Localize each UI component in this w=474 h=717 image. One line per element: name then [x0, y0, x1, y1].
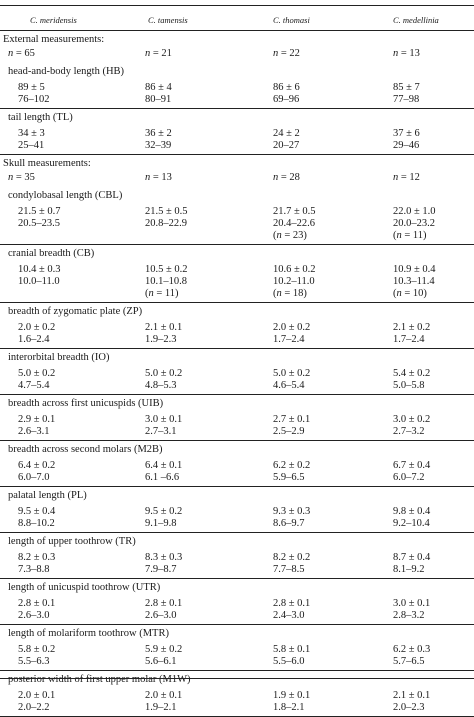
cell-range: 8.6–9.7: [273, 518, 305, 529]
cell-range: 4.7–5.4: [18, 380, 50, 391]
cell-mean-sd: 2.8 ± 0.1: [18, 598, 56, 609]
row-divider: [0, 154, 474, 155]
cell-mean-sd: 9.5 ± 0.2: [145, 506, 183, 517]
header-bottom-rule: [0, 30, 474, 31]
cell-mean-sd: 8.2 ± 0.3: [18, 552, 56, 563]
cell-mean-sd: 2.8 ± 0.1: [273, 598, 311, 609]
cell-range: 1.6–2.4: [18, 334, 50, 345]
cell-mean-sd: 36 ± 2: [145, 128, 172, 139]
cell-range: 77–98: [393, 94, 420, 105]
measurement-label: head-and-body length (HB): [8, 66, 125, 77]
cell-mean-sd: 2.9 ± 0.1: [18, 414, 56, 425]
cell-mean-sd: 8.3 ± 0.3: [145, 552, 183, 563]
cell-mean-sd: 85 ± 7: [393, 82, 420, 93]
cell-mean-sd: 24 ± 2: [273, 128, 300, 139]
cell-range: 6.0–7.2: [393, 472, 425, 483]
cell-range: 25–41: [18, 140, 45, 151]
cell-mean-sd: 10.5 ± 0.2: [145, 264, 188, 275]
table-bottom-rule: [0, 678, 474, 679]
cell-range: 69–96: [273, 94, 300, 105]
cell-mean-sd: 2.0 ± 0.2: [18, 322, 56, 333]
cell-mean-sd: 3.0 ± 0.1: [393, 598, 431, 609]
cell-mean-sd: 5.0 ± 0.2: [145, 368, 183, 379]
cell-mean-sd: 6.2 ± 0.2: [273, 460, 311, 471]
column-header: C. tamensis: [148, 15, 188, 25]
cell-range: 20.5–23.5: [18, 218, 60, 229]
row-divider: [0, 348, 474, 349]
cell-mean-sd: 6.7 ± 0.4: [393, 460, 431, 471]
cell-range: 4.8–5.3: [145, 380, 177, 391]
cell-mean-sd: 21.7 ± 0.5: [273, 206, 316, 217]
cell-range: 29–46: [393, 140, 420, 151]
cell-mean-sd: 21.5 ± 0.7: [18, 206, 61, 217]
cell-mean-sd: 5.4 ± 0.2: [393, 368, 431, 379]
cell-range: 5.7–6.5: [393, 656, 425, 667]
row-divider: [0, 108, 474, 109]
cell-range: 5.5–6.0: [273, 656, 305, 667]
sample-size: n = 22: [273, 48, 300, 59]
cell-range: 80–91: [145, 94, 172, 105]
row-divider: [0, 532, 474, 533]
sample-size: n = 13: [393, 48, 420, 59]
cell-mean-sd: 6.2 ± 0.3: [393, 644, 431, 655]
cell-range: 20.4–22.6: [273, 218, 315, 229]
cell-range: 6.1 –6.6: [145, 472, 180, 483]
cell-mean-sd: 5.0 ± 0.2: [18, 368, 56, 379]
cell-mean-sd: 10.6 ± 0.2: [273, 264, 316, 275]
measurement-label: length of unicuspid toothrow (UTR): [8, 582, 161, 593]
row-divider: [0, 578, 474, 579]
cell-mean-sd: 34 ± 3: [18, 128, 45, 139]
cell-range: 8.1–9.2: [393, 564, 425, 575]
cell-range: 7.9–8.7: [145, 564, 177, 575]
cell-range: 7.3–8.8: [18, 564, 50, 575]
cell-range: 20.8–22.9: [145, 218, 187, 229]
row-divider: [0, 244, 474, 245]
cell-range: 2.5–2.9: [273, 426, 305, 437]
measurement-label: interorbital breadth (IO): [8, 352, 110, 363]
cell-mean-sd: 6.4 ± 0.2: [18, 460, 56, 471]
cell-range: 7.7–8.5: [273, 564, 305, 575]
cell-mean-sd: 3.0 ± 0.2: [393, 414, 431, 425]
measurement-label: condylobasal length (CBL): [8, 190, 123, 201]
cell-mean-sd: 21.5 ± 0.5: [145, 206, 188, 217]
sample-size: n = 65: [8, 48, 35, 59]
sample-size: n = 21: [145, 48, 172, 59]
section-title: External measurements:: [3, 34, 105, 45]
cell-mean-sd: 2.7 ± 0.1: [273, 414, 311, 425]
cell-range: 2.0–2.2: [18, 702, 50, 713]
row-divider: [0, 394, 474, 395]
column-header: C. meridensis: [30, 15, 77, 25]
cell-mean-sd: 2.8 ± 0.1: [145, 598, 183, 609]
section-title: Skull measurements:: [3, 158, 91, 169]
measurement-label: breadth of zygomatic plate (ZP): [8, 306, 143, 317]
column-header: C. thomasi: [273, 15, 310, 25]
cell-mean-sd: 2.0 ± 0.2: [273, 322, 311, 333]
sample-size: n = 13: [145, 172, 172, 183]
cell-mean-sd: 8.7 ± 0.4: [393, 552, 431, 563]
cell-range: 6.0–7.0: [18, 472, 50, 483]
measurement-label: length of molariform toothrow (MTR): [8, 628, 169, 639]
measurement-label: breadth across second molars (M2B): [8, 444, 163, 455]
row-divider: [0, 440, 474, 441]
cell-sample-size: (n = 18): [273, 288, 307, 299]
measurement-label: cranial breadth (CB): [8, 248, 95, 259]
cell-mean-sd: 2.1 ± 0.1: [145, 322, 183, 333]
measurement-label: tail length (TL): [8, 112, 73, 123]
cell-mean-sd: 86 ± 6: [273, 82, 300, 93]
row-divider: [0, 486, 474, 487]
cell-mean-sd: 5.0 ± 0.2: [273, 368, 311, 379]
cell-mean-sd: 9.5 ± 0.4: [18, 506, 56, 517]
cell-range: 32–39: [145, 140, 172, 151]
cell-mean-sd: 5.9 ± 0.2: [145, 644, 183, 655]
cell-range: 5.9–6.5: [273, 472, 305, 483]
cell-mean-sd: 1.9 ± 0.1: [273, 690, 311, 701]
cell-range: 10.2–11.0: [273, 276, 315, 287]
cell-range: 2.0–2.3: [393, 702, 425, 713]
cell-range: 10.0–11.0: [18, 276, 60, 287]
cell-sample-size: (n = 11): [393, 230, 427, 241]
cell-range: 10.1–10.8: [145, 276, 187, 287]
measurement-label: palatal length (PL): [8, 490, 87, 501]
cell-range: 1.9–2.3: [145, 334, 177, 345]
cell-range: 1.8–2.1: [273, 702, 305, 713]
cell-mean-sd: 9.3 ± 0.3: [273, 506, 311, 517]
cell-range: 8.8–10.2: [18, 518, 55, 529]
cell-range: 4.6–5.4: [273, 380, 305, 391]
row-divider: [0, 670, 474, 671]
cell-mean-sd: 5.8 ± 0.2: [18, 644, 56, 655]
cell-range: 5.5–6.3: [18, 656, 50, 667]
cell-mean-sd: 22.0 ± 1.0: [393, 206, 436, 217]
cell-mean-sd: 37 ± 6: [393, 128, 420, 139]
measurement-label: posterior width of first upper molar (M1W): [8, 674, 191, 685]
cell-range: 2.6–3.0: [145, 610, 177, 621]
measurement-label: breadth across first unicuspids (UIB): [8, 398, 164, 409]
sample-size: n = 12: [393, 172, 420, 183]
row-divider: [0, 302, 474, 303]
row-divider: [0, 624, 474, 625]
cell-mean-sd: 5.8 ± 0.1: [273, 644, 311, 655]
cell-range: 2.7–3.2: [393, 426, 425, 437]
cell-range: 20.0–23.2: [393, 218, 435, 229]
cell-sample-size: (n = 23): [273, 230, 307, 241]
cell-range: 20–27: [273, 140, 300, 151]
cell-range: 1.9–2.1: [145, 702, 177, 713]
column-header: C. medellinia: [393, 15, 439, 25]
table-top-rule: [0, 5, 474, 6]
cell-mean-sd: 2.0 ± 0.1: [145, 690, 183, 701]
cell-mean-sd: 3.0 ± 0.1: [145, 414, 183, 425]
measurement-label: length of upper toothrow (TR): [8, 536, 136, 547]
cell-range: 1.7–2.4: [393, 334, 425, 345]
cell-range: 9.2–10.4: [393, 518, 430, 529]
cell-mean-sd: 2.1 ± 0.2: [393, 322, 431, 333]
cell-mean-sd: 10.9 ± 0.4: [393, 264, 436, 275]
cell-mean-sd: 6.4 ± 0.1: [145, 460, 183, 471]
cell-range: 2.6–3.1: [18, 426, 50, 437]
cell-mean-sd: 86 ± 4: [145, 82, 172, 93]
cell-sample-size: (n = 11): [145, 288, 179, 299]
cell-range: 5.6–6.1: [145, 656, 177, 667]
cell-range: 2.8–3.2: [393, 610, 425, 621]
cell-range: 2.4–3.0: [273, 610, 305, 621]
cell-range: 10.3–11.4: [393, 276, 435, 287]
cell-mean-sd: 89 ± 5: [18, 82, 45, 93]
cell-sample-size: (n = 10): [393, 288, 427, 299]
cell-range: 1.7–2.4: [273, 334, 305, 345]
cell-mean-sd: 10.4 ± 0.3: [18, 264, 61, 275]
cell-range: 2.7–3.1: [145, 426, 177, 437]
cell-mean-sd: 2.0 ± 0.1: [18, 690, 56, 701]
cell-range: 5.0–5.8: [393, 380, 425, 391]
cell-range: 9.1–9.8: [145, 518, 177, 529]
cell-mean-sd: 9.8 ± 0.4: [393, 506, 431, 517]
cell-range: 76–102: [18, 94, 50, 105]
cell-mean-sd: 8.2 ± 0.2: [273, 552, 311, 563]
cell-range: 2.6–3.0: [18, 610, 50, 621]
sample-size: n = 35: [8, 172, 35, 183]
cell-mean-sd: 2.1 ± 0.1: [393, 690, 431, 701]
sample-size: n = 28: [273, 172, 300, 183]
